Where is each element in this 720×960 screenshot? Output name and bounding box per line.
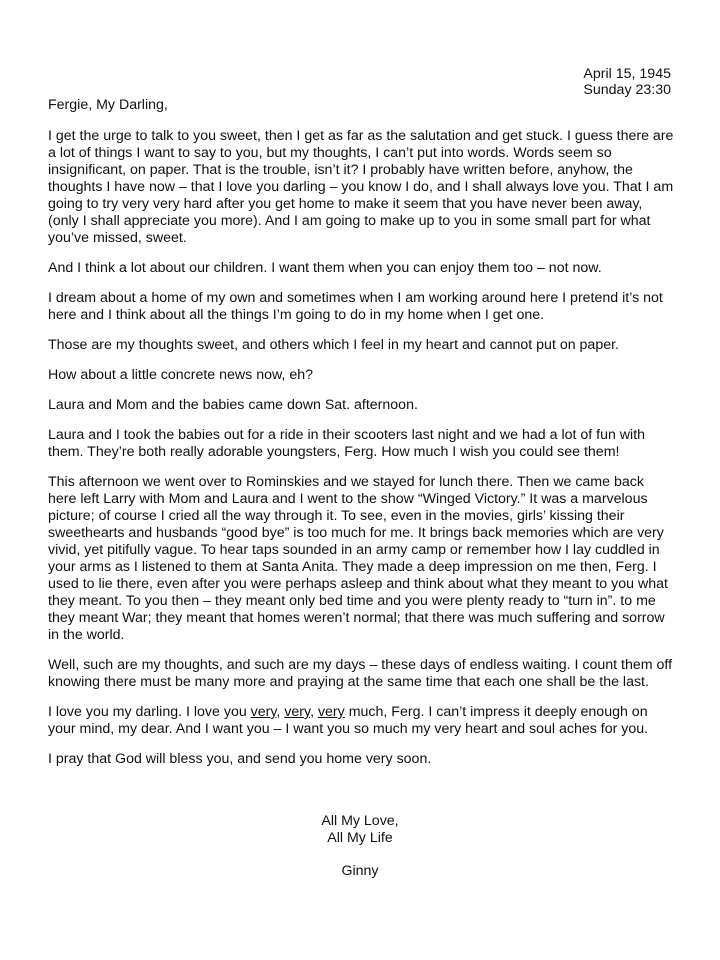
- love-text-start: I love you my darling. I love you: [48, 704, 251, 720]
- separator: ,: [276, 704, 285, 720]
- closing-line: All My Life: [327, 830, 393, 846]
- paragraph: Those are my thoughts sweet, and others which I feel in my heart and cannot put on paper.: [48, 337, 619, 353]
- paragraph: And I think a lot about our children. I want them when you can enjoy them too – not now.: [48, 260, 602, 276]
- paragraph: Laura and Mom and the babies came down Sat. afternoon.: [48, 397, 418, 413]
- paragraph: How about a little concrete news now, eh?: [48, 367, 313, 383]
- paragraph: Laura and I took the babies out for a ride in their scooters last night and we had a lot of fun with them. They’re both really adorable youngsters, Ferg. How much I wish you could see them!: [48, 427, 646, 460]
- letter-day-time: Sunday 23:30: [583, 82, 671, 98]
- signature: Ginny: [341, 863, 379, 879]
- letter-date: April 15, 1945: [583, 66, 671, 82]
- separator: ,: [310, 704, 318, 720]
- love-paragraph: [48, 704, 676, 738]
- paragraph: I dream about a home of my own and sometimes when I am working around here I pretend it’s not here and I think about all the things I’m going to do in my home when I get one.: [48, 290, 663, 323]
- prayer-paragraph: I pray that God will bless you, and send you home very soon.: [48, 751, 432, 767]
- underlined-very: very: [284, 704, 311, 720]
- paragraph: I get the urge to talk to you sweet, then I get as far as the salutation and get stuck. I guess there are a lot of things I want to say to you, but my thoughts, I can’t put into words. Words seem so insignificant, on paper. That is the trouble, isn’t it? I probably have written before, anyhow, the thoughts I have now – that I love you darling – you know I do, and I shall always love you. That I am going to try very very hard after you get home to make it seem that you have never been away, (only I shall appreciate you more). And I am going to make up to you in some small part for what you’ve missed, sweet.: [48, 128, 674, 246]
- letter-body: [48, 128, 676, 781]
- love-text-end: much, Ferg. I can’t impress it deeply enough on your mind, my dear. And I want you – I want you so much my very heart and soul aches for you.: [48, 704, 649, 737]
- underlined-very: very: [250, 704, 277, 720]
- paragraph: Well, such are my thoughts, and such are my days – these days of endless waiting. I count them off knowing there must be many more and praying at the same time that each one shall be the last.: [48, 657, 673, 690]
- underlined-very: very: [317, 704, 345, 720]
- salutation: Fergie, My Darling,: [48, 97, 168, 113]
- date-header: [583, 66, 671, 98]
- closing: [0, 813, 720, 847]
- closing-line: All My Love,: [321, 813, 399, 829]
- paragraph: This afternoon we went over to Rominskies and we stayed for lunch there. Then we came back here left Larry with Mom and Laura and I went to the show “Winged Victory.” It was a marvelous picture; of course I cried all the way through it. To see, even in the movies, girls’ kissing their sweethearts and husbands “good bye” is too much for me. It brings back memories which are very vivid, yet pitifully vague. To hear taps sounded in an army camp or remember how I lay cuddled in your arms as I listened to them at Santa Anita. They made a deep impression on me then, Ferg. I used to lie there, even after you were perhaps asleep and think about what they meant to you what they meant. To you then – they meant only bed time and you were plenty ready to “turn in”. to me they meant War; they meant that homes weren’t normal; that there was much suffering and sorrow in the world.: [48, 474, 668, 643]
